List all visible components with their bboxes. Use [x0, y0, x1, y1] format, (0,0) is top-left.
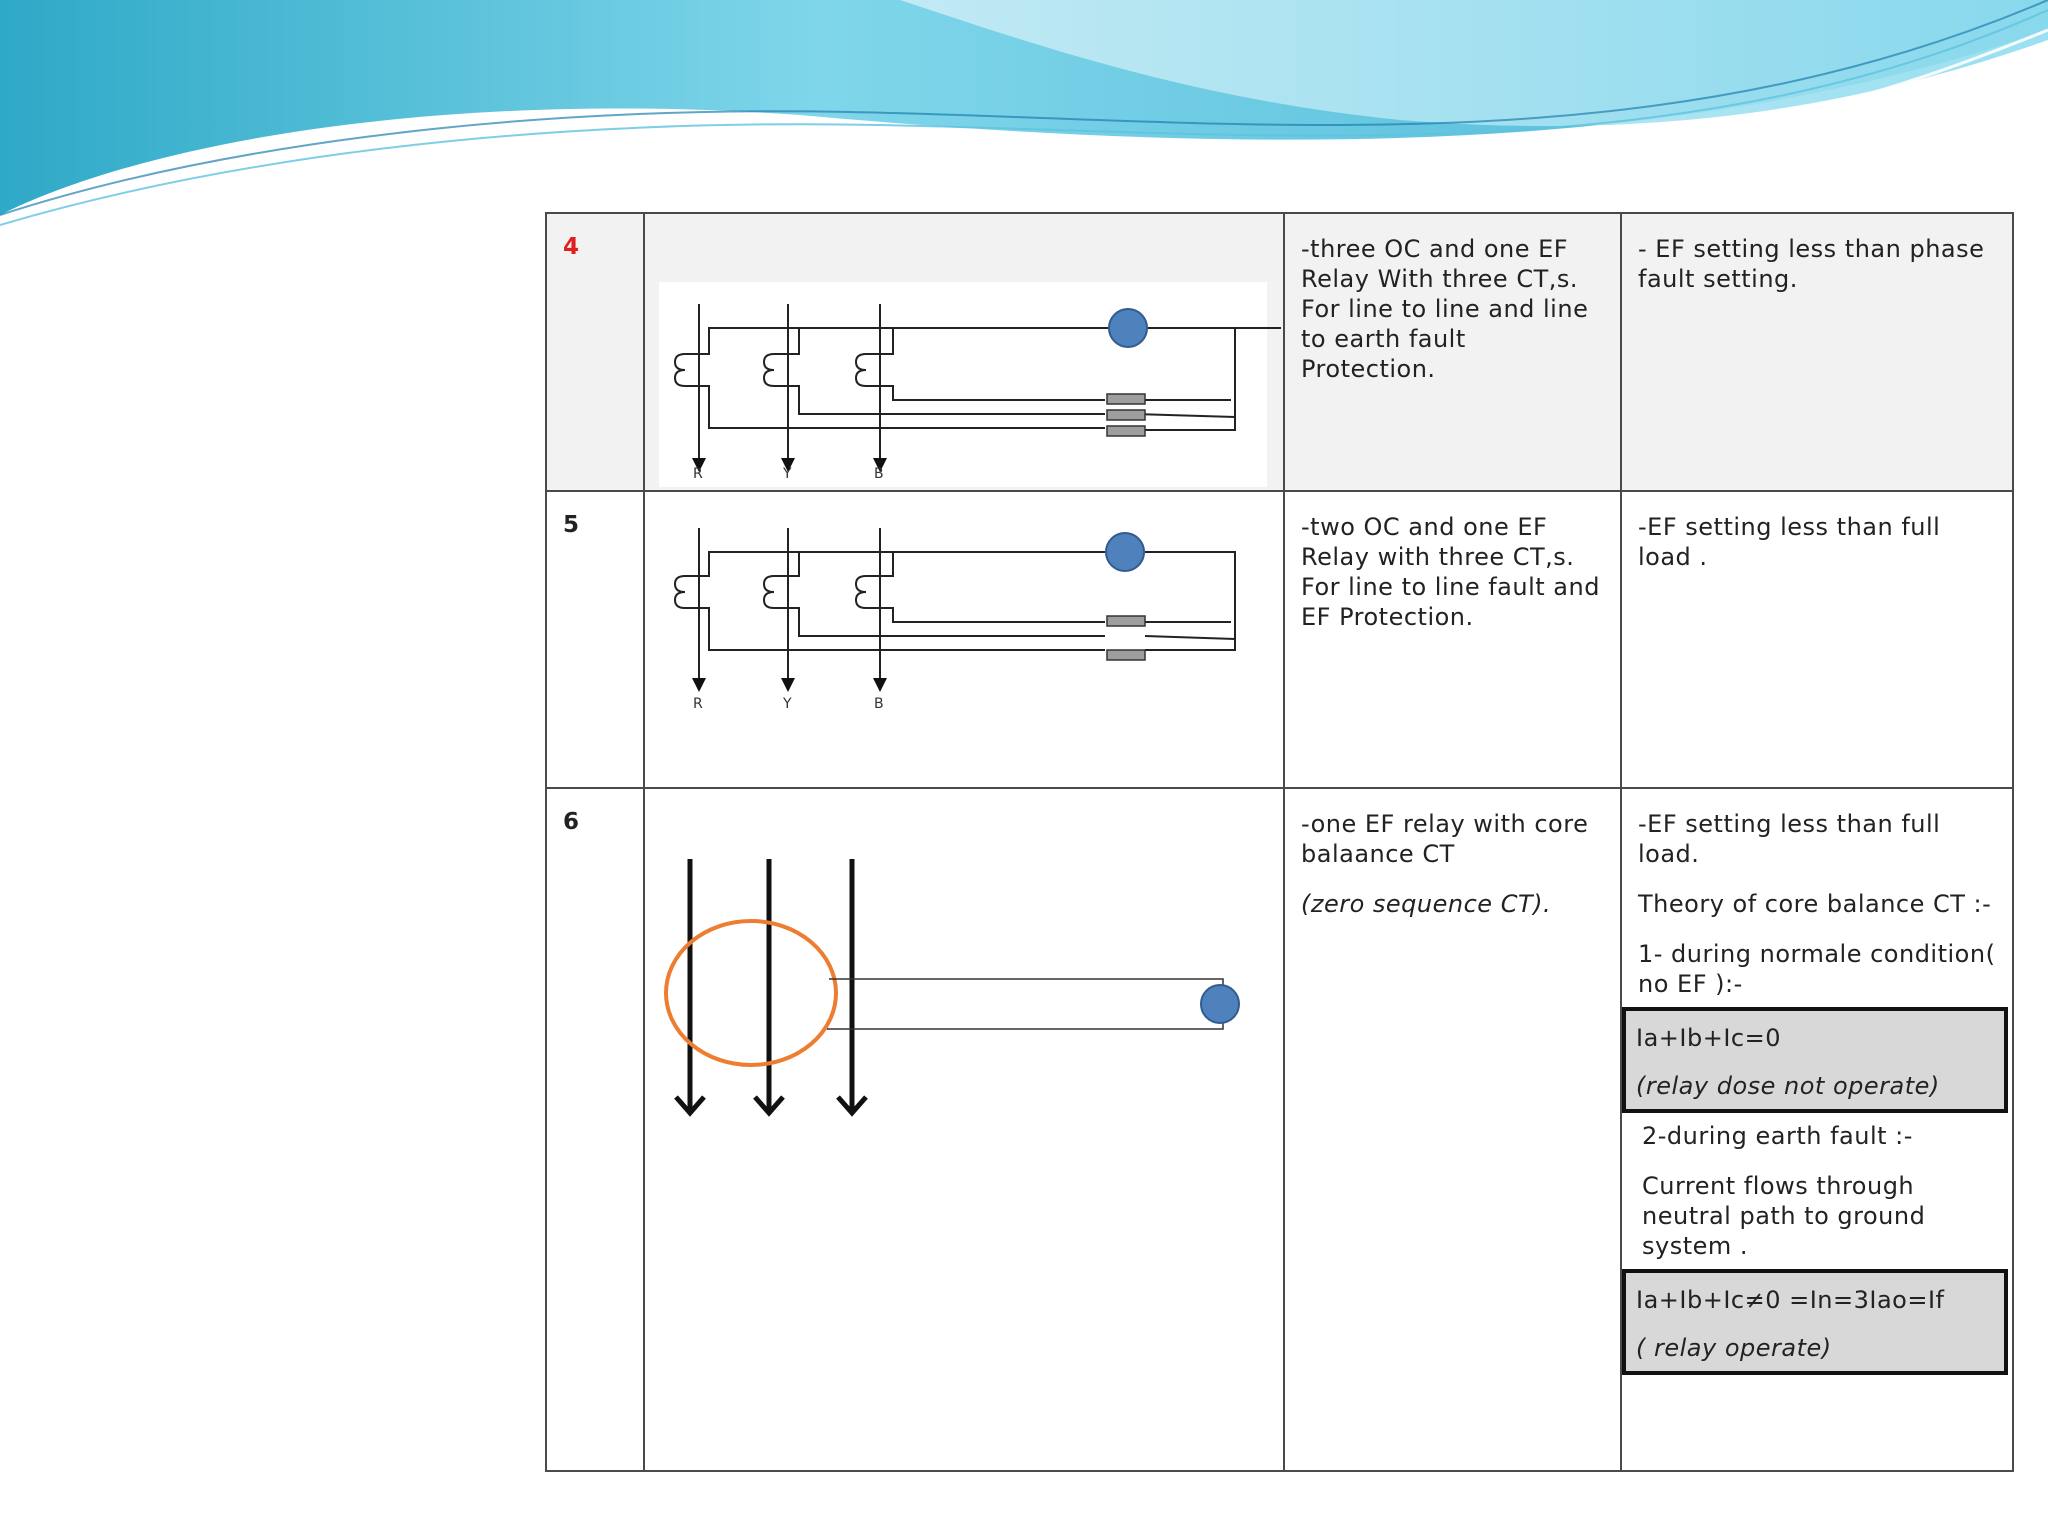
setting-cell [1621, 491, 2013, 788]
protection-schemes-table [545, 212, 2014, 1472]
two-oc-one-ef-relay-diagram [645, 492, 1281, 787]
fault-condition-box [1622, 1269, 2008, 1375]
theory-title: Theory of core balance CT :- [1638, 890, 1992, 918]
description-cell [1284, 788, 1621, 1471]
row-number: 6 [563, 809, 580, 835]
ef-setting-note: -EF setting less than full load. [1638, 810, 1941, 868]
normal-result: (relay dose not operate) [1636, 1072, 1940, 1100]
setting-cell [1621, 788, 2013, 1471]
scheme-description-note: (zero sequence CT). [1301, 890, 1552, 918]
phase-label-y: Y [783, 696, 792, 712]
normal-equation: Ia+Ib+Ic=0 [1636, 1024, 1781, 1052]
table-row [546, 491, 2013, 788]
phase-label-b: B [874, 696, 884, 712]
fault-result: ( relay operate) [1636, 1334, 1832, 1362]
diagram-cell [644, 788, 1284, 1471]
ef-setting-note: -EF setting less than full load . [1638, 513, 1941, 571]
setting-cell [1621, 213, 2013, 491]
fault-explanation: Current flows through neutral path to ground system . [1642, 1172, 1926, 1260]
phase-label-r: R [693, 696, 703, 712]
diagram-cell [644, 491, 1284, 788]
table-row [546, 213, 2013, 491]
core-balance-ct-diagram [645, 789, 1281, 1470]
row-number-cell [546, 491, 644, 788]
description-cell [1284, 213, 1621, 491]
row-number-cell [546, 213, 644, 491]
row-number-cell [546, 788, 644, 1471]
fault-equation: Ia+Ib+Ic≠0 =In=3Iao=If [1636, 1286, 1945, 1314]
phase-label-r: R [693, 466, 703, 482]
three-oc-one-ef-relay-diagram [645, 214, 1281, 490]
ef-setting-note: - EF setting less than phase fault setting. [1638, 235, 1985, 293]
description-cell [1284, 491, 1621, 788]
scheme-description: -one EF relay with core balaance CT [1301, 810, 1589, 868]
scheme-description: -two OC and one EF Relay with three CT,s. For line to line fault and EF Protection. [1301, 513, 1600, 631]
row-number: 4 [563, 234, 580, 260]
fault-condition-label: 2-during earth fault :- [1642, 1122, 1913, 1150]
phase-label-y: Y [783, 466, 792, 482]
phase-label-b: B [874, 466, 884, 482]
normal-condition-box [1622, 1007, 2008, 1113]
normal-condition-label: 1- during normale condition( no EF ):- [1638, 940, 1996, 998]
diagram-cell [644, 213, 1284, 491]
scheme-description: -three OC and one EF Relay With three CT,s. For line to line and line to earth fault Protection. [1301, 235, 1589, 383]
row-number: 5 [563, 512, 580, 538]
table-row [546, 788, 2013, 1471]
header-wave-decoration [0, 0, 2048, 240]
